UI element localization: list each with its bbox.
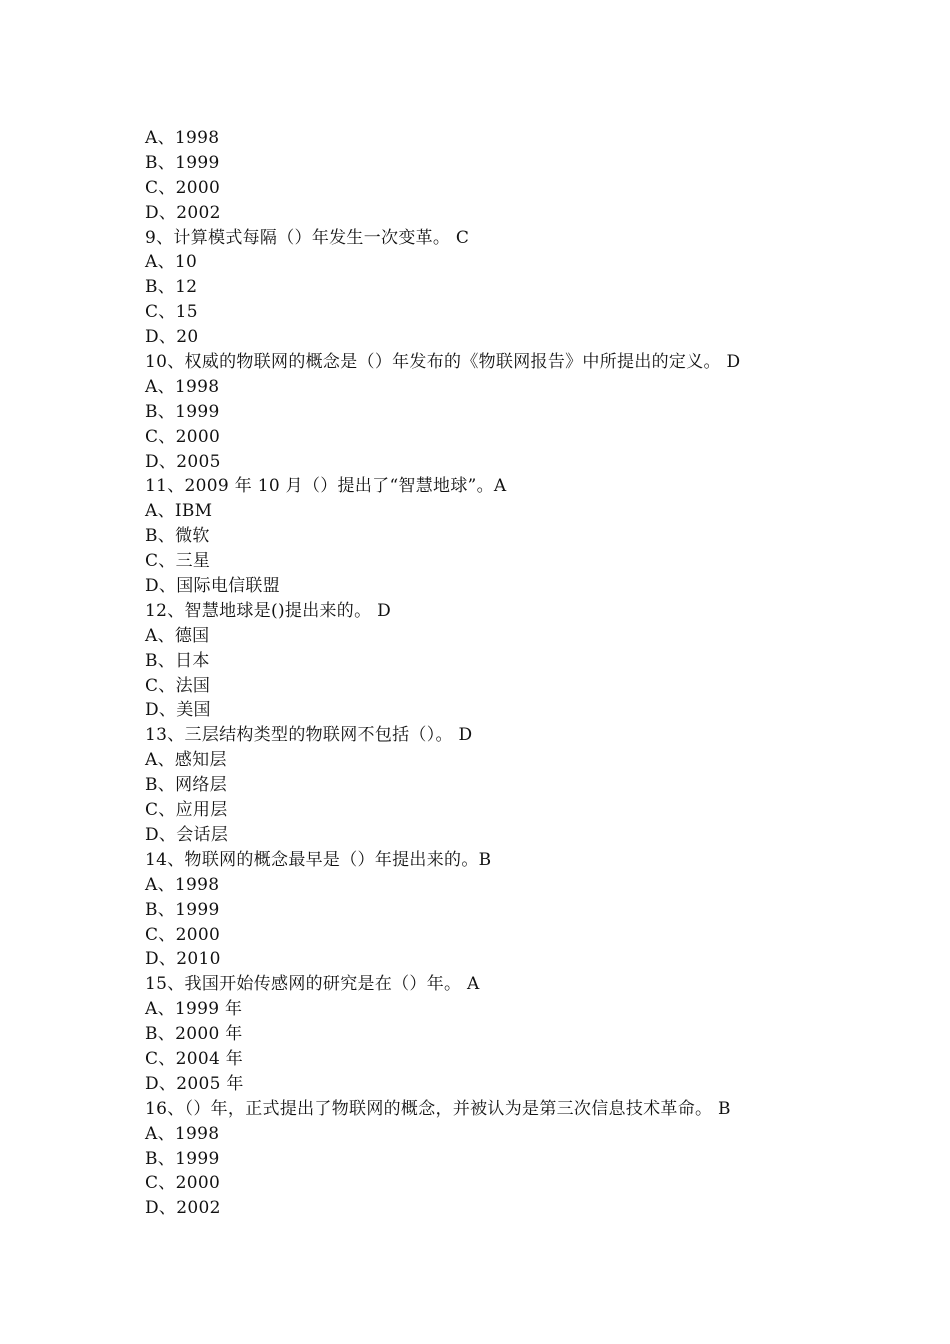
option-line: D、2010	[145, 949, 221, 970]
option-line: A、感知层	[145, 750, 227, 771]
question-line: 10、权威的物联网的概念是（）年发布的《物联网报告》中所提出的定义。 D	[145, 352, 741, 373]
option-line: C、法国	[145, 675, 211, 696]
option-line: D、会话层	[145, 824, 229, 845]
option-line: A、1998	[145, 128, 220, 148]
option-line: B、网络层	[145, 775, 227, 796]
option-line: B、日本	[145, 650, 210, 671]
option-line: A、1998	[145, 874, 220, 895]
option-line: B、1999	[145, 401, 220, 422]
option-line: C、三星	[145, 551, 211, 572]
question-list	[145, 126, 825, 1221]
option-line: C、2000	[145, 426, 221, 447]
question-line: 11、2009 年 10 月（）提出了“智慧地球”。A	[145, 476, 507, 497]
option-line: A、1999 年	[145, 999, 243, 1020]
option-line: D、国际电信联盟	[145, 576, 281, 597]
option-line: D、2005 年	[145, 1073, 244, 1094]
question-line: 9、计算模式每隔（）年发生一次变革。 C	[145, 227, 470, 248]
option-line: A、1998	[145, 376, 220, 397]
question-line: 15、我国开始传感网的研究是在（）年。 A	[145, 974, 480, 995]
option-line: B、微软	[145, 526, 210, 547]
option-line: A、1998	[145, 1123, 220, 1144]
option-line: C、应用层	[145, 800, 228, 821]
question-line: 13、三层结构类型的物联网不包括（）。 D	[145, 725, 473, 746]
option-line: B、1999	[145, 152, 220, 173]
option-line: B、1999	[145, 899, 220, 920]
question-line: 16、（）年，正式提出了物联网的概念，并被认为是第三次信息技术革命。 B	[145, 1098, 731, 1119]
option-line: A、IBM	[145, 501, 213, 522]
option-line: B、1999	[145, 1148, 220, 1169]
option-line: B、12	[145, 277, 198, 298]
question-line: 14、物联网的概念最早是（）年提出来的。B	[145, 849, 492, 870]
option-line: C、2000	[145, 1173, 221, 1194]
option-line: D、20	[145, 327, 199, 348]
option-line: D、2002	[145, 1198, 221, 1219]
option-line: A、德国	[145, 625, 210, 646]
option-line: D、2005	[145, 451, 221, 472]
option-line: B、2000 年	[145, 1024, 243, 1045]
option-line: D、美国	[145, 700, 211, 721]
option-line: C、2004 年	[145, 1048, 244, 1069]
question-line: 12、智慧地球是()提出来的。 D	[145, 600, 392, 621]
option-line: A、10	[145, 252, 198, 273]
option-line: C、2000	[145, 177, 221, 198]
option-line: C、2000	[145, 924, 221, 945]
option-line: C、15	[145, 302, 198, 323]
option-line: D、2002	[145, 202, 221, 223]
